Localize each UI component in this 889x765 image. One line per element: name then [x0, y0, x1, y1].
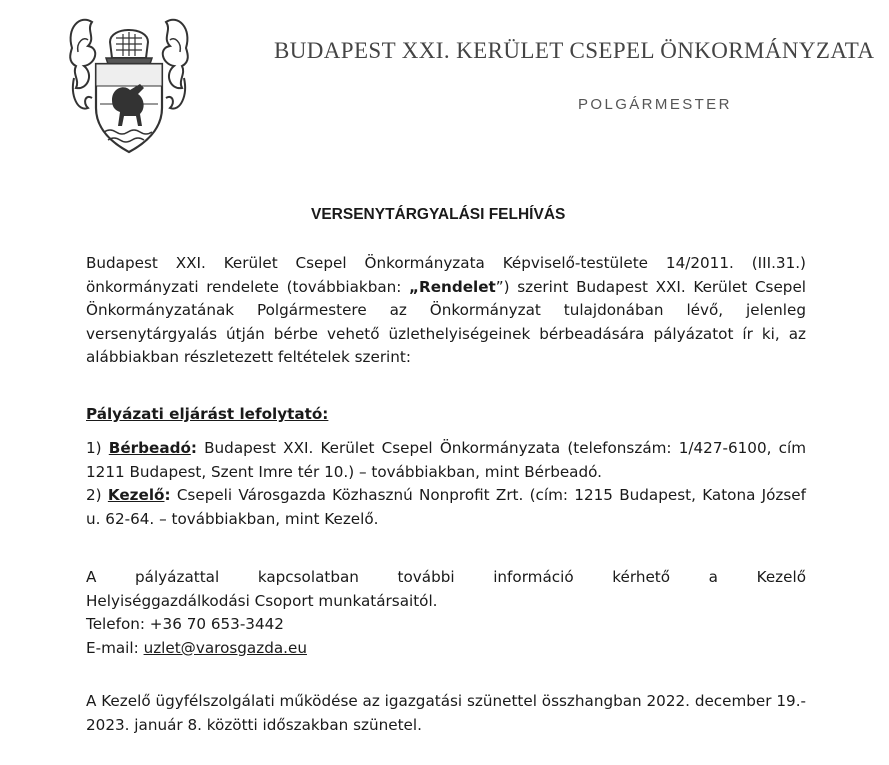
- intro-text-part1: Budapest XXI. Kerület Csepel Önkormányzata Képviselő-testülete 14/2011. (III.31.) önkormányzati rendelete (továbbiakban:: [86, 254, 806, 296]
- item-number: 1): [86, 439, 102, 457]
- email-link[interactable]: uzlet@varosgazda.eu: [143, 638, 307, 657]
- closing-paragraph: [86, 690, 806, 737]
- rendelet-term: Rendelet: [419, 277, 496, 296]
- item-colon: :: [164, 486, 171, 504]
- contact-info-line2: Helyiséggazdálkodási Csoport munkatársaitól.: [86, 591, 438, 610]
- contact-phone: Telefon: +36 70 653-3442: [86, 615, 284, 633]
- coat-of-arms-icon: [66, 8, 192, 154]
- contact-email-line: [86, 637, 806, 661]
- item-number: 2): [86, 486, 102, 504]
- item-label-berbeado: Bérbeadó: [108, 439, 191, 457]
- contact-block: [86, 566, 806, 660]
- item-text-kezelo: Csepeli Városgazda Közhasznú Nonprofit Zrt. (cím: 1215 Budapest, Katona József u. 62-64. – továbbiakban, mint Kezelő.: [86, 486, 806, 528]
- item-label-kezelo: Kezelő: [107, 486, 165, 504]
- item-kezelo: [86, 484, 806, 531]
- email-label: E-mail:: [86, 638, 144, 657]
- quote-open: „: [409, 277, 420, 296]
- document-title: VERSENYTÁRGYALÁSI FELHÍVÁS: [311, 206, 566, 223]
- item-colon: :: [190, 439, 197, 457]
- office-subtitle: POLGÁRMESTER: [578, 96, 732, 113]
- quote-close: ”: [495, 277, 504, 296]
- section-heading: [86, 403, 806, 427]
- item-text-berbeado: Budapest XXI. Kerület Csepel Önkormányzata (telefonszám: 1/427-6100, cím 1211 Budapest, Szent Imre tér 10.) – továbbiakban, mint Bérbeadó.: [86, 439, 806, 481]
- item-berbeado: [86, 437, 806, 484]
- contact-info-line1: A pályázattal kapcsolatban további információ kérhető a Kezelő: [86, 568, 806, 586]
- institution-title: BUDAPEST XXI. KERÜLET CSEPEL ÖNKORMÁNYZATA: [274, 38, 875, 63]
- intro-paragraph: [86, 252, 806, 370]
- closing-text: A Kezelő ügyfélszolgálati működése az igazgatási szünettel összhangban 2022. december 19.- 2023. január 8. közötti időszakban szünetel.: [86, 692, 806, 734]
- section-heading-text: Pályázati eljárást lefolytató:: [86, 405, 329, 423]
- intro-text-part2: ) szerint Budapest XXI. Kerület Csepel Önkormányzatának Polgármestere az Önkormányzat tulajdonában lévő, jelenleg versenytárgyalás útján bérbe vehető üzlethelyiségeinek bérbeadására pályázatot ír ki, az alábbiakban részletezett feltételek szerint:: [86, 277, 807, 366]
